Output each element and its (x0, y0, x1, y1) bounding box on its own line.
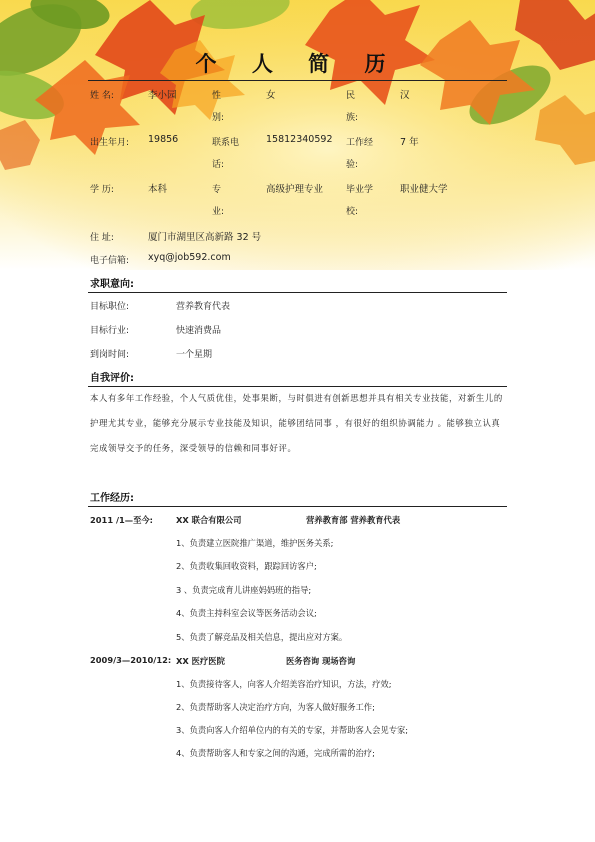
job-position: 营养教育部 营养教育代表 (306, 515, 401, 525)
intent-start-value: 一个星期 (176, 350, 213, 360)
job-duty: 2、负责帮助客人决定治疗方向，为客人做好服务工作; (176, 702, 375, 712)
experience-label: 工作经 (346, 138, 374, 148)
self-line: 本人有多年工作经验，个人气质优佳，处事果断，与时俱进有创新思想并具有相关专业技能，对新生儿的 (90, 393, 503, 403)
job-duty: 5、负责了解竞品及相关信息，提出应对方案。 (176, 632, 348, 642)
address-label: 住 址: (90, 233, 114, 243)
job-duty: 2、负责收集回收资料，跟踪回访客户; (176, 561, 317, 571)
school-label-2: 校: (346, 207, 359, 217)
phone-label-2: 话: (212, 160, 225, 170)
major-label: 专 (212, 185, 222, 195)
email-value: xyq@job592.com (148, 252, 231, 263)
job-duty: 4、负责主持科室会议等医务活动会议; (176, 608, 317, 618)
job-duty: 3、负责向客人介绍单位内的有关的专家，并帮助客人会见专家; (176, 725, 409, 735)
intent-heading: 求职意向: (90, 279, 134, 290)
phone-value: 15812340592 (266, 134, 333, 145)
page-title: 个 人 简 历 (195, 51, 400, 76)
experience-value: 7 年 (400, 137, 419, 148)
intent-industry-value: 快速消费品 (176, 326, 222, 336)
job-company: XX 医疗医院 (176, 656, 225, 666)
gender-label-2: 别: (212, 113, 225, 123)
job-position: 医务咨询 现场咨询 (286, 656, 356, 666)
job-duty: 3 、负责完成育儿讲座妈妈班的指导; (176, 585, 312, 595)
job-duty: 1、负责建立医院推广渠道，维护医务关系; (176, 538, 334, 548)
self-evaluation-text (90, 386, 510, 461)
job-duty: 4、负责帮助客人和专家之间的沟通，完成所需的治疗; (176, 748, 375, 758)
intent-position-label: 目标职位: (90, 302, 130, 312)
intent-industry-label: 目标行业: (90, 326, 130, 336)
job-duty: 1、负责接待客人，向客人介绍美容治疗知识，方法，疗效; (176, 679, 392, 689)
school-value: 职业健大学 (400, 184, 448, 195)
intent-position-value: 营养教育代表 (176, 302, 231, 312)
education-label: 学 历: (90, 185, 114, 195)
email-label: 电子信箱: (90, 256, 130, 266)
birth-value: 19856 (148, 134, 179, 145)
address-value: 厦门市湖里区高新路 32 号 (148, 232, 262, 243)
major-value: 高级护理专业 (266, 184, 324, 195)
experience-label-2: 验: (346, 160, 359, 170)
phone-label: 联系电 (212, 138, 240, 148)
self-line: 护理尤其专业，能够充分展示专业技能及知识，能够团结同事 ，有很好的组织协调能力 。能够独立认真 (90, 418, 501, 428)
job-period: 2009/3—2010/12: (90, 655, 172, 665)
major-label-2: 业: (212, 207, 225, 217)
intent-start-label: 到岗时间: (90, 350, 130, 360)
birth-label: 出生年月: (90, 138, 130, 148)
job-company: XX 联合有限公司 (176, 515, 242, 525)
job-period: 2011 /1—至今: (90, 515, 153, 525)
school-label: 毕业学 (346, 185, 374, 195)
name-value: 李小园 (148, 90, 177, 101)
work-divider (88, 506, 507, 507)
ethnic-value: 汉 (400, 90, 410, 101)
education-value: 本科 (148, 184, 168, 195)
gender-value: 女 (266, 90, 276, 101)
intent-divider (88, 292, 507, 293)
self-line: 完成领导交予的任务，深受领导的信赖和同事好评。 (90, 443, 297, 453)
ethnic-label: 民 (346, 91, 356, 101)
ethnic-label-2: 族: (346, 113, 359, 123)
title-divider (88, 80, 507, 81)
work-heading: 工作经历: (90, 493, 134, 504)
name-label: 姓 名: (90, 91, 114, 101)
gender-label: 性 (212, 91, 222, 101)
self-heading: 自我评价: (90, 373, 134, 384)
